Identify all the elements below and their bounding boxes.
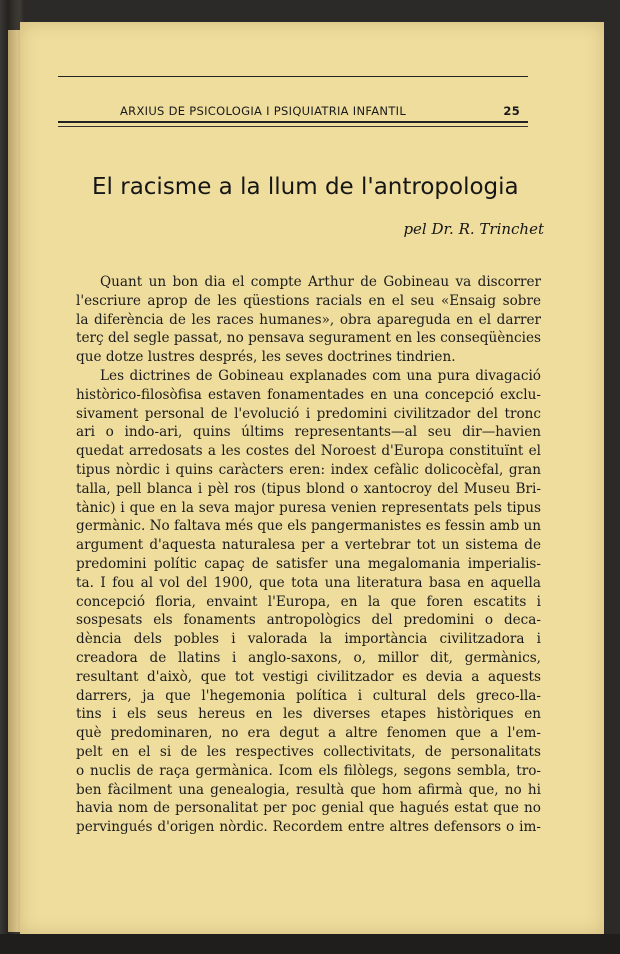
body-line: talla, pell blanca i pèl ros (tipus blond o xantocroy del Museu Bri- <box>76 480 541 497</box>
header-rule-bottom <box>58 121 528 123</box>
header-rule-top <box>58 76 528 77</box>
body-line: sospesats els fonaments antropològics del predomini o deca- <box>76 612 541 629</box>
body-line: Les dictrines de Gobineau explanades com una pura divagació <box>100 367 541 384</box>
body-line: pelt en el si de les respectives collectivitats, de personalitats <box>76 743 541 760</box>
body-line: Quant un bon dia el compte Arthur de Gobineau va discorrer <box>100 274 541 290</box>
running-title: ARXIUS DE PSICOLOGIA I PSIQUIATRIA INFANTIL <box>120 104 407 118</box>
body-line: tànic) i que en la seva major puresa venien representats pels tipus <box>76 499 541 516</box>
body-line: tipus nòrdic i quins caràcters eren: index cefàlic dolicocèfal, gran <box>76 461 541 478</box>
body-line: havia nom de personalitat per poc genial que hagués estat que no <box>76 800 541 817</box>
body-line: dència dels pobles i valorada la importància civilitzadora i <box>76 631 541 648</box>
body-line: creadora de llatins i anglo-saxons, o, millor dit, germànics, <box>76 649 541 666</box>
body-line: ari o indo-ari, quins últims representants—al seu dir—havien <box>76 424 541 441</box>
scan-bottom-border <box>0 934 620 954</box>
body-line: què predominaren, no era degut a altre fenomen que a l'em- <box>76 725 541 742</box>
body-line: argument d'aquesta naturalesa per a vertebrar tot un sistema de <box>76 537 541 554</box>
body-line: la diferència de les races humanes», obra apareguda en el darrer <box>76 311 541 328</box>
article-title: El racisme a la llum de l'antropologia <box>92 174 519 200</box>
body-line: sivament personal de l'evolució i predomini civilitzador del tronc <box>76 405 541 422</box>
body-line: resultant d'això, que tot vestigi civilitzador es devia a aquests <box>76 668 541 685</box>
page-number: 25 <box>503 104 520 118</box>
article-byline: pel Dr. R. Trinchet <box>403 220 544 238</box>
article-body <box>76 273 541 837</box>
body-line: ben fàcilment una genealogia, resultà que hom afirmà que, no hi <box>76 781 541 798</box>
body-line: quedat arredosats a les costes del Noroest d'Europa constituïnt el <box>76 443 541 460</box>
body-line: predomini polític capaç de satisfer una megalomania imperialis- <box>76 555 541 572</box>
body-line: o nuclis de raça germànica. Icom els filòlegs, segons sembla, tro- <box>76 762 541 779</box>
body-line: l'escriure aprop de les qüestions racials en el seu «Ensaig sobre <box>76 292 541 309</box>
body-line: històrico-filosòfisa estaven fonamentades en una concepció exclu- <box>76 386 541 403</box>
body-line: germànic. No faltava més que els pangermanistes es fessin amb un <box>76 518 541 535</box>
body-line: terç del segle passat, no pensava segurament en les conseqüències <box>76 330 541 347</box>
body-line: tins i els seus hereus en les diverses etapes històriques en <box>76 706 541 723</box>
body-line: concepció floria, envaint l'Europa, en la que foren escatits i <box>76 593 541 610</box>
body-line: darrers, ja que l'hegemonia política i cultural dels greco-lla- <box>76 687 541 704</box>
header-rule-bottom-thin <box>58 126 528 127</box>
body-line: pervingués d'origen nòrdic. Recordem entre altres defensors o im- <box>76 819 541 836</box>
body-line: que dotze lustres després, les seves doctrines tindrien. <box>76 349 456 366</box>
body-line: ta. I fou al vol del 1900, que tota una literatura basa en aquella <box>76 574 541 591</box>
